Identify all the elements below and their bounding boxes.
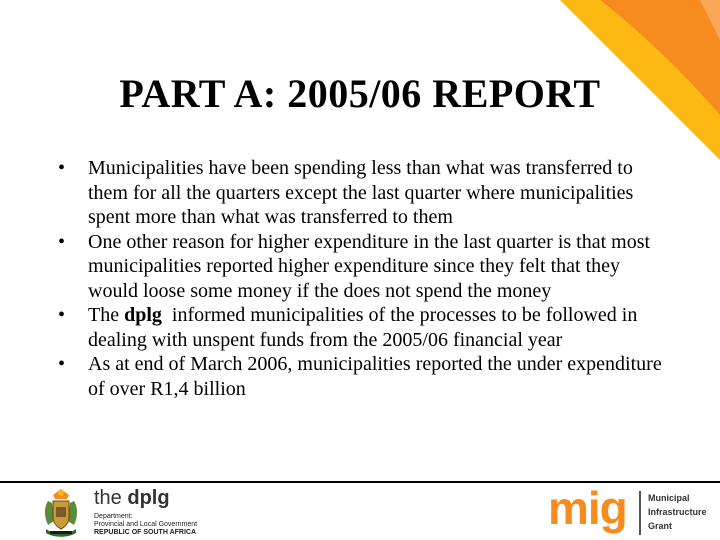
bullet-text: As at end of March 2006, municipalities reported the under expenditure of over R1,4 billion <box>88 353 662 400</box>
dplg-country: REPUBLIC OF SOUTH AFRICA <box>94 529 197 536</box>
mig-line-infrastructure: Infrastructure <box>648 507 707 517</box>
bullet-symbol: • <box>58 304 66 326</box>
list-item <box>56 156 666 230</box>
dplg-prefix: the <box>94 487 128 509</box>
list-item <box>56 303 666 352</box>
mig-line-municipal: Municipal <box>648 493 690 503</box>
national-coat-of-arms-icon <box>36 487 86 539</box>
slide-title: PART A: 2005/06 REPORT <box>119 71 601 116</box>
mig-divider <box>639 491 641 535</box>
dplg-department-name: Provincial and Local Government <box>94 521 198 528</box>
bullet-text-after: informed municipalities of the processes to be followed in dealing with unspent funds from the 2005/06 financial year <box>88 304 643 351</box>
mig-wordmark: mig <box>548 482 627 534</box>
dplg-keyword: dplg <box>124 304 162 326</box>
list-item <box>56 230 666 304</box>
dplg-name: dplg <box>127 487 170 509</box>
mig-logo <box>548 482 718 539</box>
bullet-text: One other reason for higher expenditure in the last quarter is that most municipalities reported higher expenditure since they felt that they would loose some money if the does not spend the money <box>88 230 651 302</box>
mig-line-grant: Grant <box>648 521 673 531</box>
dplg-department: Department: <box>94 513 133 520</box>
footer <box>0 483 720 540</box>
bullet-symbol: • <box>58 353 66 375</box>
dplg-wordmark <box>94 487 170 510</box>
dplg-logo <box>94 487 294 537</box>
bullet-text: Municipalities have been spending less than what was transferred to them for all the quarters except the last quarter where municipalities spent more than what was transferred to them <box>88 157 634 228</box>
bullet-symbol: • <box>58 157 66 179</box>
bullet-symbol: • <box>58 230 66 253</box>
list-item <box>56 352 666 401</box>
bullet-list <box>56 156 666 401</box>
bullet-text-before: The <box>88 304 125 326</box>
